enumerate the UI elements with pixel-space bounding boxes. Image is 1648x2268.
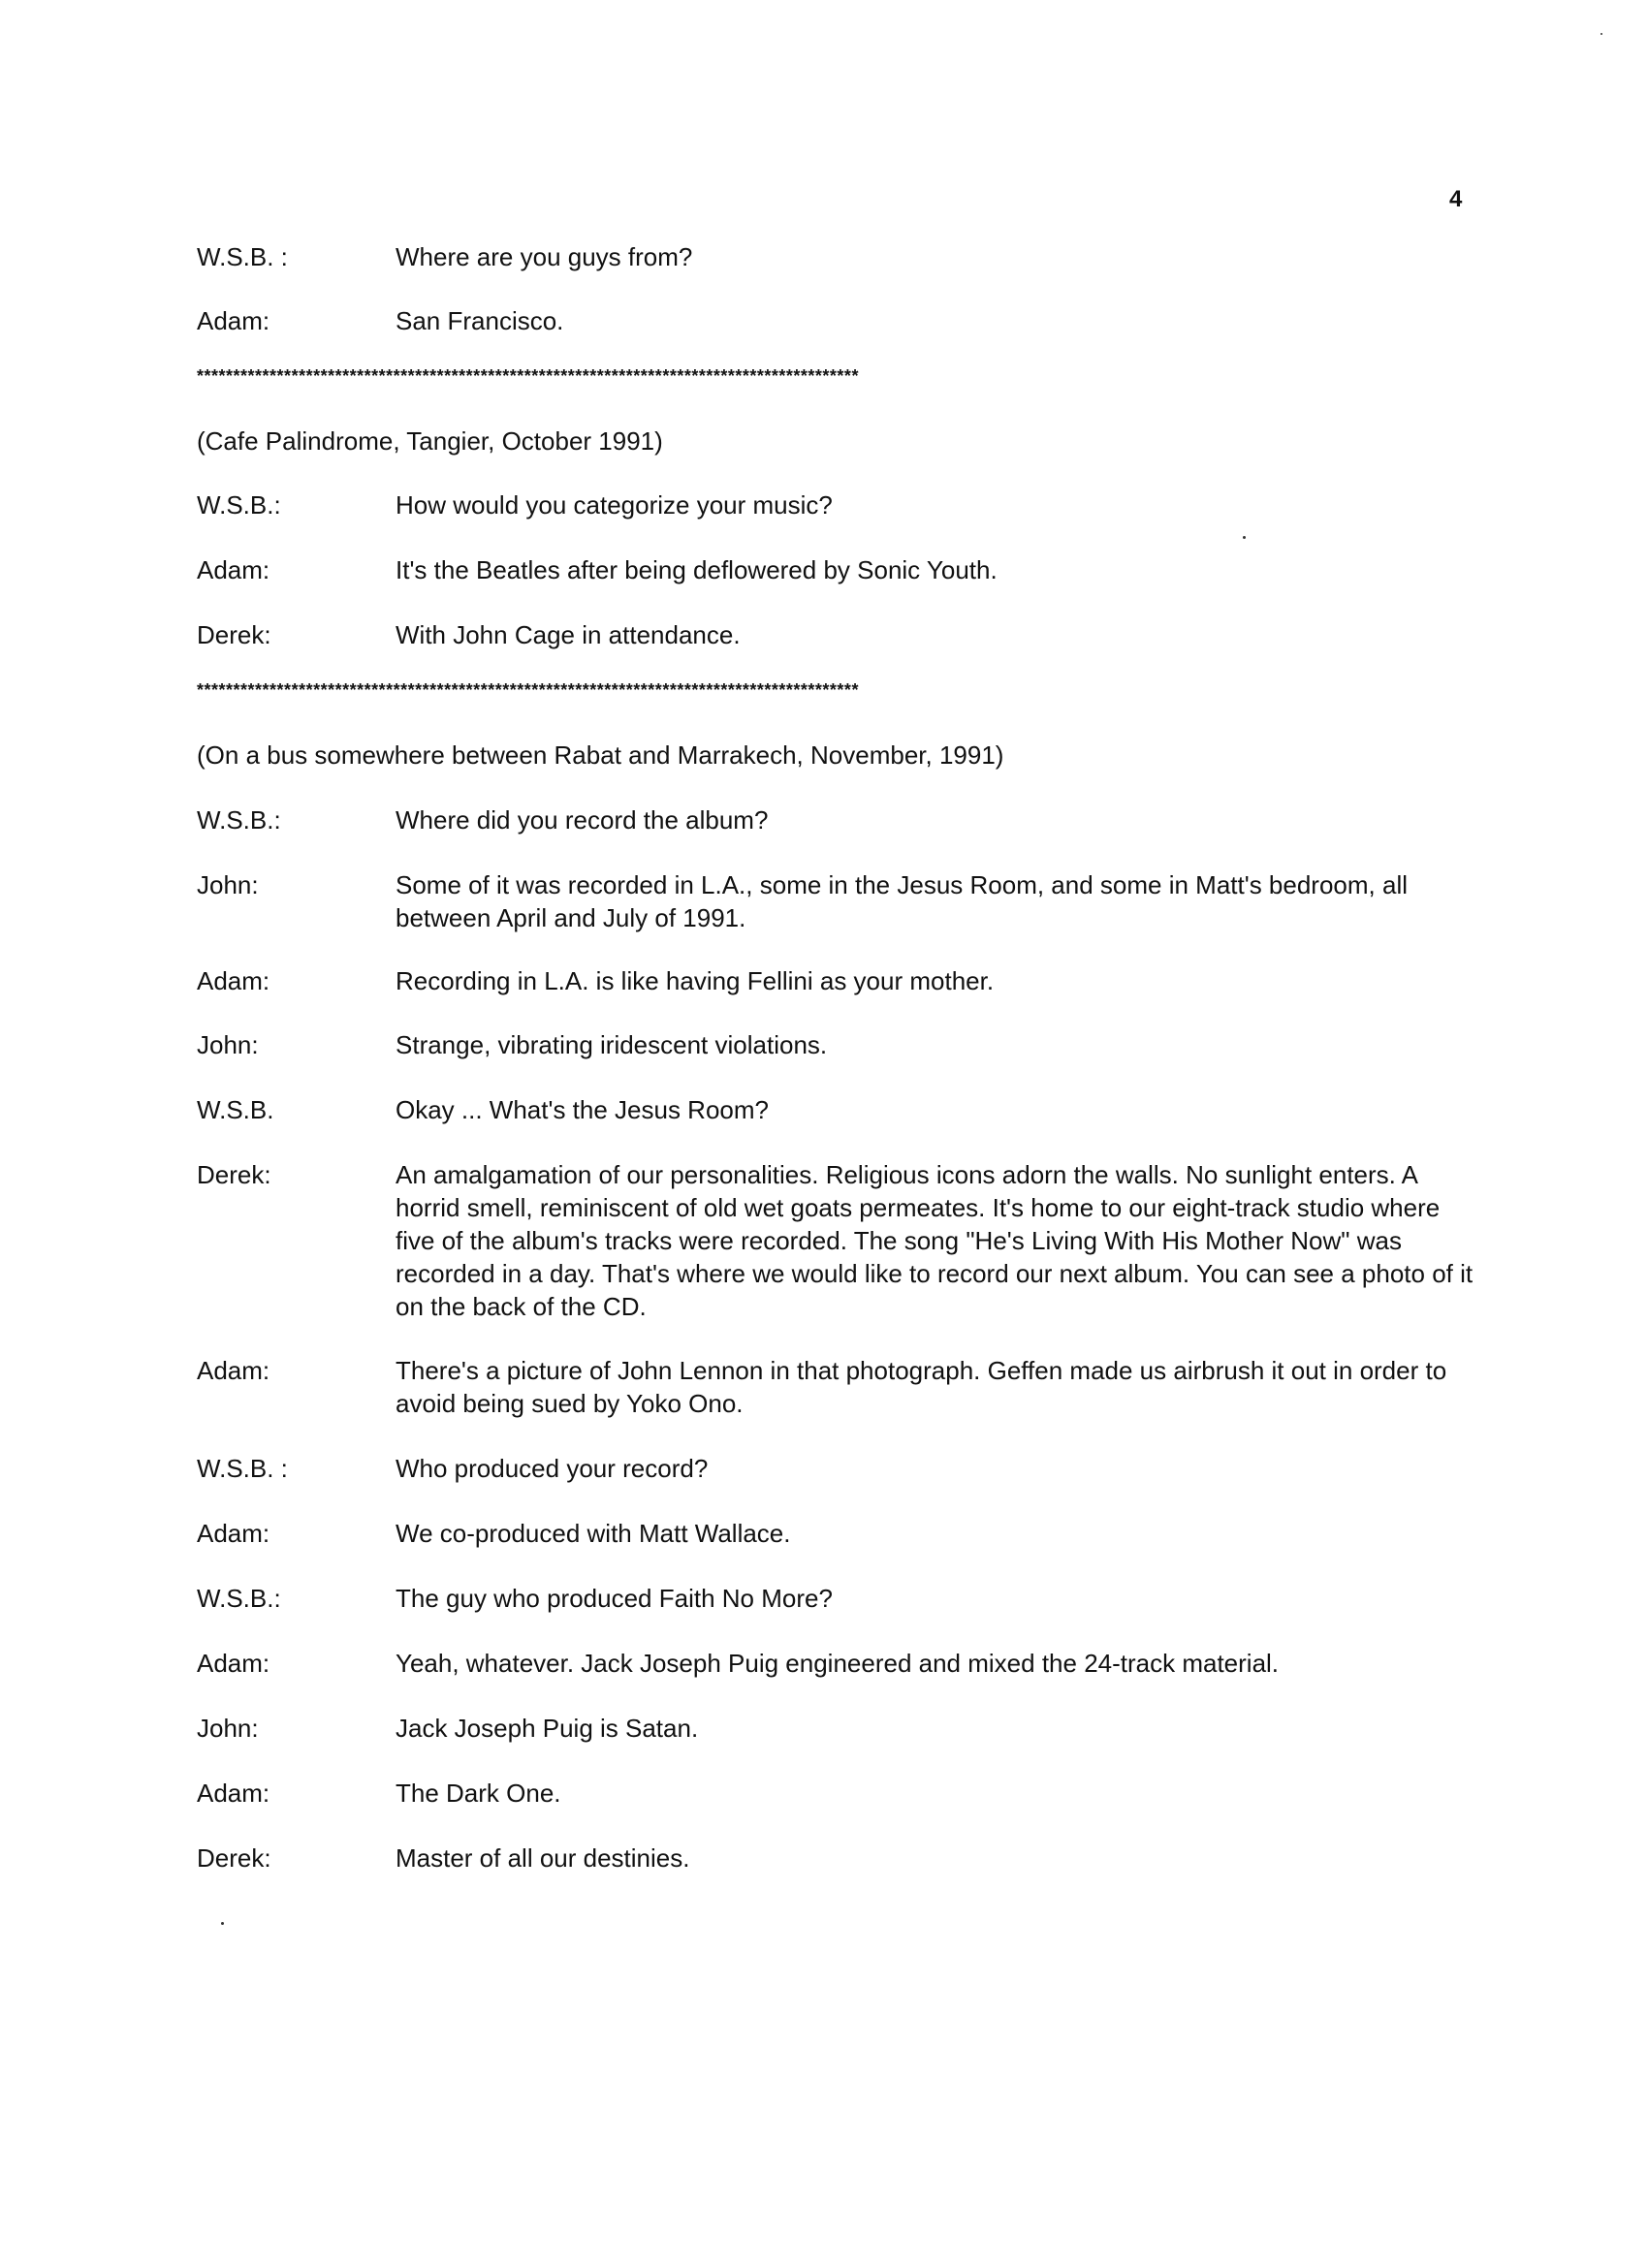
speaker-label: Adam: — [197, 306, 270, 335]
speaker-label: John: — [197, 1030, 259, 1059]
speaker-label: W.S.B.: — [197, 490, 281, 520]
speaker-label: W.S.B.: — [197, 1584, 281, 1613]
dialogue-line — [197, 304, 1476, 337]
dialogue-line — [197, 1777, 1476, 1810]
speaker-label: Derek: — [197, 1160, 271, 1189]
speaker-label: W.S.B.: — [197, 805, 281, 835]
dialogue-text: An amalgamation of our personalities. Religious icons adorn the walls. No sunlight enters. A horrid smell, reminiscent of old wet goats permeates. It's home to our eight-track studio where five of the album's tracks were recorded. The song "He's Living With His Mother Now" was recorded in a day. That's where we would like to record our next album. You can see a photo of it on the back of the CD. — [396, 1160, 1474, 1321]
scan-speck — [221, 1922, 224, 1925]
dialogue-text: Some of it was recorded in L.A., some in the Jesus Room, and some in Matt's bedroom, all between April and July of 1991. — [396, 870, 1408, 932]
dialogue-line — [197, 1582, 1476, 1615]
dialogue-text: How would you categorize your music? — [396, 490, 833, 520]
dialogue-text: The guy who produced Faith No More? — [396, 1584, 833, 1613]
page-number: 4 — [1449, 186, 1463, 212]
speaker-label: Adam: — [197, 1519, 270, 1548]
dialogue-text: Master of all our destinies. — [396, 1843, 690, 1873]
dialogue-text: Okay ... What's the Jesus Room? — [396, 1095, 769, 1124]
dialogue-text: We co-produced with Matt Wallace. — [396, 1519, 791, 1548]
dialogue-text: Where are you guys from? — [396, 242, 693, 271]
dialogue-line — [197, 868, 1476, 934]
speaker-label: Adam: — [197, 966, 270, 995]
dialogue-text: It's the Beatles after being deflowered by Sonic Youth. — [396, 555, 998, 584]
interview-transcript — [197, 240, 1476, 1874]
scan-speck — [1243, 536, 1246, 539]
dialogue-line — [197, 1712, 1476, 1745]
dialogue-line — [197, 1517, 1476, 1550]
speaker-label: John: — [197, 870, 259, 899]
scene-heading: (Cafe Palindrome, Tangier, October 1991) — [197, 426, 663, 456]
speaker-label: Adam: — [197, 555, 270, 584]
speaker-label: John: — [197, 1714, 259, 1743]
speaker-label: W.S.B. : — [197, 242, 288, 271]
dialogue-line — [197, 1354, 1476, 1420]
dialogue-line — [197, 240, 1476, 273]
dialogue-text: Where did you record the album? — [396, 805, 769, 835]
scene-heading: (On a bus somewhere between Rabat and Marrakech, November, 1991) — [197, 740, 1004, 770]
scan-speck — [1600, 33, 1602, 35]
dialogue-text: The Dark One. — [396, 1779, 561, 1808]
speaker-label: W.S.B. — [197, 1095, 274, 1124]
dialogue-text: Recording in L.A. is like having Fellini as your mother. — [396, 966, 995, 995]
speaker-label: Adam: — [197, 1356, 270, 1385]
speaker-label: Derek: — [197, 620, 271, 649]
dialogue-line — [197, 1452, 1476, 1485]
dialogue-line — [197, 1093, 1476, 1126]
dialogue-line — [197, 1028, 1476, 1061]
dialogue-line — [197, 964, 1476, 997]
dialogue-text: Who produced your record? — [396, 1454, 709, 1483]
dialogue-line — [197, 1842, 1476, 1874]
dialogue-text: Yeah, whatever. Jack Joseph Puig engineered and mixed the 24-track material. — [396, 1649, 1280, 1678]
speaker-label: W.S.B. : — [197, 1454, 288, 1483]
dialogue-line — [197, 1647, 1476, 1680]
speaker-label: Derek: — [197, 1843, 271, 1873]
section-separator: ******************************************************************************************* — [197, 366, 859, 386]
dialogue-line — [197, 488, 1476, 521]
dialogue-text: There's a picture of John Lennon in that photograph. Geffen made us airbrush it out in order to avoid being sued by Yoko Ono. — [396, 1356, 1447, 1418]
dialogue-text: Strange, vibrating iridescent violations. — [396, 1030, 828, 1059]
dialogue-text: Jack Joseph Puig is Satan. — [396, 1714, 699, 1743]
dialogue-line — [197, 803, 1476, 836]
dialogue-line — [197, 618, 1476, 651]
section-separator: ******************************************************************************************* — [197, 680, 859, 700]
dialogue-text: San Francisco. — [396, 306, 564, 335]
dialogue-text: With John Cage in attendance. — [396, 620, 741, 649]
dialogue-line — [197, 1158, 1476, 1323]
speaker-label: Adam: — [197, 1779, 270, 1808]
dialogue-line — [197, 553, 1476, 586]
speaker-label: Adam: — [197, 1649, 270, 1678]
